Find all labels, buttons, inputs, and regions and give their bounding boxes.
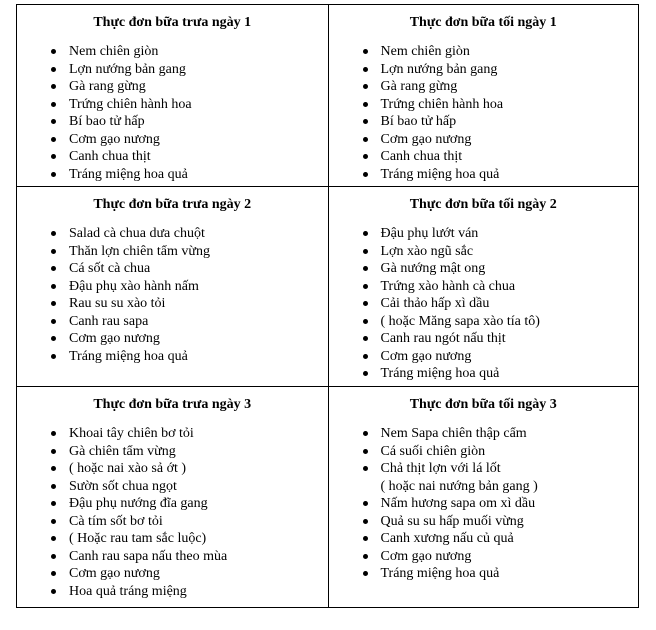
menu-title: Thực đơn bữa tối ngày 3 [409, 397, 557, 412]
dish-item: Đậu phụ xào hành nấm [17, 278, 328, 296]
dish-item: Canh chua thịt [17, 148, 328, 166]
dish-list [17, 43, 328, 183]
menu-cell [17, 5, 329, 187]
dish-item: Canh xương nấu củ quả [329, 530, 639, 548]
dish-item: Canh rau sapa [17, 313, 328, 331]
dish-item: Cơm gạo nương [17, 565, 328, 583]
dish-list [329, 225, 639, 383]
dish-item: Bí bao tử hấp [329, 113, 639, 131]
dish-item: Trứng chiên hành hoa [329, 96, 639, 114]
menu-cell [328, 387, 639, 608]
menu-cell [17, 387, 329, 608]
menu-cell [328, 5, 639, 187]
dish-item: Cà tím sốt bơ tỏi [17, 513, 328, 531]
dish-item: Canh rau ngót nấu thịt [329, 330, 639, 348]
dish-item: Sườn sốt chua ngọt [17, 478, 328, 496]
dish-item: Nấm hương sapa om xì dầu [329, 495, 639, 513]
dish-item: Tráng miệng hoa quả [329, 565, 639, 583]
dish-item: Rau su su xào tỏi [17, 295, 328, 313]
dish-item: ( Hoặc rau tam sắc luộc) [17, 530, 328, 548]
dish-item: Tráng miệng hoa quả [329, 365, 639, 383]
dish-item: Cơm gạo nương [17, 131, 328, 149]
dish-list [17, 225, 328, 365]
dish-list [17, 425, 328, 600]
dish-item: Canh rau sapa nấu theo mùa [17, 548, 328, 566]
dish-item: Cá suối chiên giòn [329, 443, 639, 461]
dish-item: Cơm gạo nương [329, 348, 639, 366]
dish-item: Cơm gạo nương [329, 131, 639, 149]
dish-item: Nem chiên giòn [17, 43, 328, 61]
dish-item: Đậu phụ nướng đĩa gang [17, 495, 328, 513]
dish-item: Cá sốt cà chua [17, 260, 328, 278]
menu-title: Thực đơn bữa trưa ngày 1 [93, 15, 252, 30]
menu-title: Thực đơn bữa trưa ngày 3 [93, 397, 252, 412]
dish-item: Thăn lợn chiên tẩm vừng [17, 243, 328, 261]
menu-row-day2 [17, 187, 639, 387]
dish-item: Trứng chiên hành hoa [17, 96, 328, 114]
dish-item: Gà chiên tẩm vừng [17, 443, 328, 461]
menu-row-day1 [17, 5, 639, 187]
dish-item: ( hoặc nai nướng bản gang ) [380, 478, 538, 494]
menu-table [16, 4, 639, 608]
dish-item: Tráng miệng hoa quả [17, 348, 328, 366]
dish-item: Lợn nướng bản gang [329, 61, 639, 79]
dish-list [329, 43, 639, 183]
dish-item: Đậu phụ lướt ván [329, 225, 639, 243]
dish-item: Quả su su hấp muối vừng [329, 513, 639, 531]
dish-item: Chả thịt lợn với lá lốt [329, 460, 639, 478]
dish-item: Cải thảo hấp xì dầu [329, 295, 639, 313]
menu-row-day3 [17, 387, 639, 608]
dish-item: Trứng xào hành cà chua [329, 278, 639, 296]
dish-item: Gà rang gừng [329, 78, 639, 96]
dish-item: Cơm gạo nương [329, 548, 639, 566]
dish-list [329, 425, 639, 583]
dish-item: Gà nướng mật ong [329, 260, 639, 278]
dish-item: ( hoặc nai xào sả ớt ) [17, 460, 328, 478]
dish-item: Canh chua thịt [329, 148, 639, 166]
dish-item: ( hoặc Măng sapa xào tía tô) [329, 313, 639, 331]
dish-item: Gà rang gừng [17, 78, 328, 96]
dish-item: Nem Sapa chiên thập cẩm [329, 425, 639, 443]
menu-title: Thực đơn bữa tối ngày 1 [409, 15, 557, 30]
dish-item: Salad cà chua dưa chuột [17, 225, 328, 243]
menu-cell [17, 187, 329, 387]
dish-item: Nem chiên giòn [329, 43, 639, 61]
dish-item: Tráng miệng hoa quả [329, 166, 639, 184]
menu-title: Thực đơn bữa tối ngày 2 [409, 197, 557, 212]
dish-item: Bí bao tử hấp [17, 113, 328, 131]
menu-title: Thực đơn bữa trưa ngày 2 [93, 197, 252, 212]
dish-item: Cơm gạo nương [17, 330, 328, 348]
dish-item: Khoai tây chiên bơ tỏi [17, 425, 328, 443]
dish-item: Lợn xào ngũ sắc [329, 243, 639, 261]
dish-item: Tráng miệng hoa quả [17, 166, 328, 184]
menu-cell [328, 187, 639, 387]
dish-item: Hoa quả tráng miệng [17, 583, 328, 601]
dish-item: Lợn nướng bản gang [17, 61, 328, 79]
